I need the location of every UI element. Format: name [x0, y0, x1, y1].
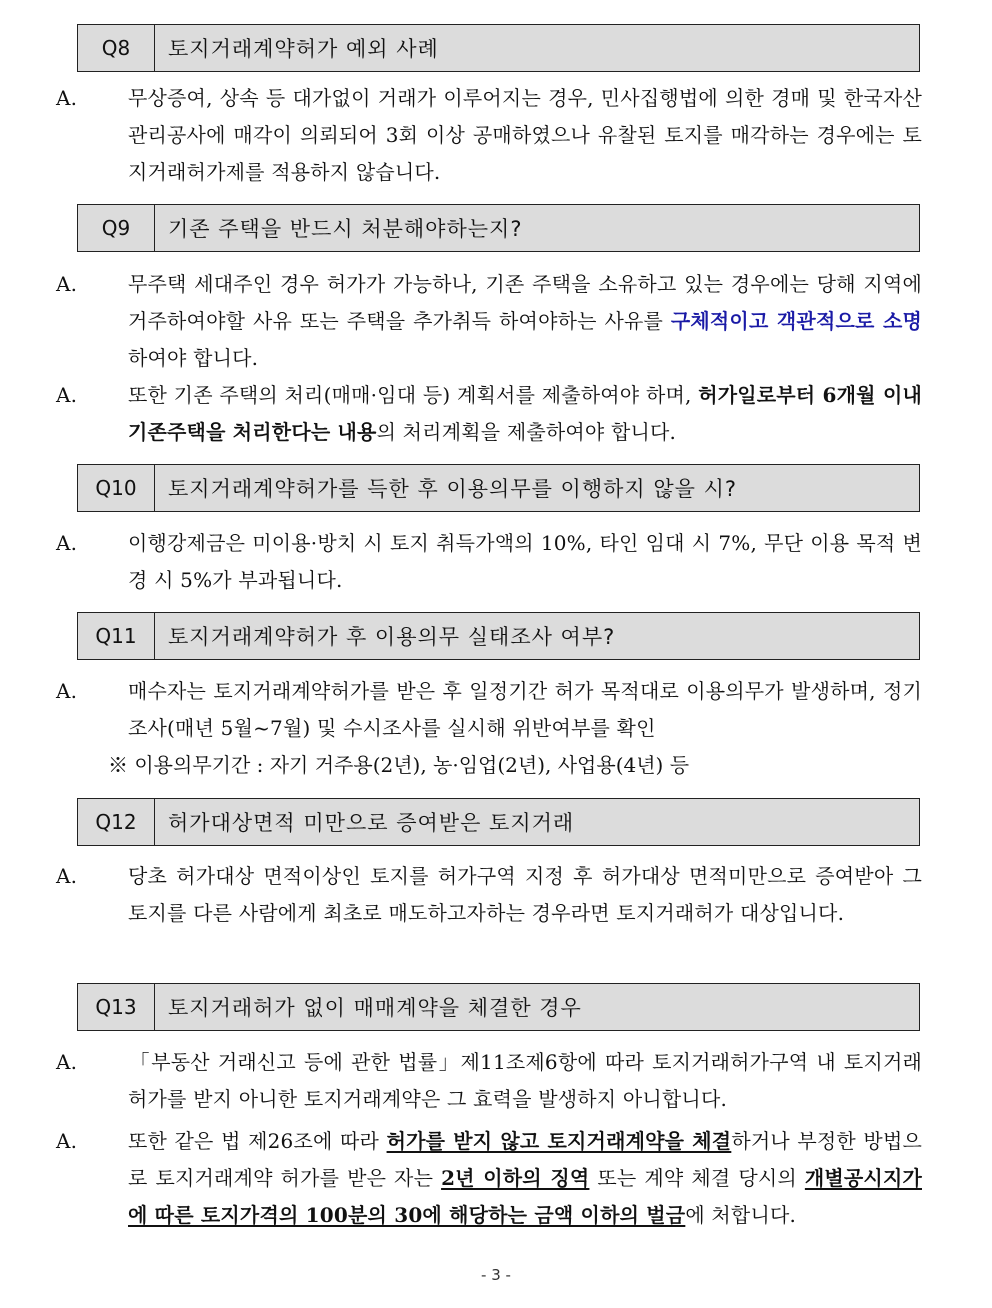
- question-header-q10: [77, 464, 920, 512]
- question-title: 토지거래계약허가를 득한 후 이용의무를 이행하지 않을 시?: [168, 477, 738, 501]
- question-title: 토지거래계약허가 예외 사례: [168, 37, 439, 61]
- answer-text: 당초 허가대상 면적이상인 토지를 허가구역 지정 후 허가대상 면적미만으로 증여받아 그 토지를 다른 사람에게 최초로 매도하고자하는 경우라면 토지거래허가 대상입니다.: [128, 864, 922, 925]
- question-number: Q10: [78, 465, 155, 511]
- answer-q13-2: [56, 1123, 922, 1234]
- answer-q8-1: [56, 80, 922, 191]
- question-number: Q13: [78, 984, 155, 1030]
- answer-underlined: 허가를 받지 않고 토지거래계약을 체결: [386, 1129, 732, 1153]
- question-number: Q12: [78, 799, 155, 845]
- answer-text: 또는 계약 체결 당시의: [589, 1166, 805, 1190]
- answer-text: 무주택 세대주인 경우 허가가 가능하나, 기존 주택을 소유하고 있는 경우에는 당해 지역에 거주하여야할 사유 또는 주택을 추가취득 하여야하는 사유를: [128, 272, 922, 333]
- answer-mark: A.: [56, 86, 78, 110]
- answer-text: 매수자는 토지거래계약허가를 받은 후 일정기간 허가 목적대로 이용의무가 발생하며, 정기조사(매년 5월~7월) 및 수시조사를 실시해 위반여부를 확인: [128, 679, 922, 740]
- answer-mark: A.: [56, 1050, 78, 1074]
- answer-q11-1: [56, 673, 922, 747]
- answer-text: 「부동산 거래신고 등에 관한 법률」제11조제6항에 따라 토지거래허가구역 내 토지거래 허가를 받지 아니한 토지거래계약은 그 효력을 발생하지 아니합니다.: [128, 1050, 922, 1111]
- answer-mark: A.: [56, 531, 78, 555]
- answer-q9-2: [56, 377, 922, 451]
- answer-q10-1: [56, 525, 922, 599]
- note-usage-period: ※ 이용의무기간 : 자기 거주용(2년), 농·임업(2년), 사업용(4년) 등: [108, 753, 690, 777]
- answer-text: 무상증여, 상속 등 대가없이 거래가 이루어지는 경우, 민사집행법에 의한 경매 및 한국자산관리공사에 매각이 의뢰되어 3회 이상 공매하였으나 유찰된 토지를 매각하는 경우에는 토지거래허가제를 적용하지 않습니다.: [128, 86, 922, 184]
- answer-mark: A.: [56, 272, 78, 296]
- answer-mark: A.: [56, 383, 78, 407]
- question-title: 기존 주택을 반드시 처분해야하는지?: [168, 217, 523, 241]
- question-title: 허가대상면적 미만으로 증여받은 토지거래: [168, 811, 575, 835]
- question-header-q9: [77, 204, 920, 252]
- page-number: - 3 -: [481, 1266, 511, 1284]
- answer-q13-1: [56, 1044, 922, 1118]
- answer-emphasis: 구체적이고 객관적으로 소명: [670, 309, 922, 333]
- answer-text: 하거나 부정한 방법으로 토지거래계약 허가를 받은 자는: [128, 1129, 922, 1190]
- answer-underlined: 개별공시지가에 따른 토지가격의 100분의 30에 해당하는 금액 이하의 벌금: [128, 1166, 922, 1227]
- answer-q12-1: [56, 858, 922, 932]
- question-header-q11: [77, 612, 920, 660]
- question-header-q13: [77, 983, 920, 1031]
- answer-underlined: 2년 이하의 징역: [441, 1166, 590, 1190]
- question-header-q12: [77, 798, 920, 846]
- question-number: Q11: [78, 613, 155, 659]
- answer-text: 또한 기존 주택의 처리(매매·임대 등) 계획서를 제출하여야 하며,: [128, 383, 699, 407]
- question-title: 토지거래계약허가 후 이용의무 실태조사 여부?: [168, 625, 616, 649]
- answer-text: 에 처합니다.: [685, 1203, 797, 1227]
- answer-mark: A.: [56, 864, 78, 888]
- answer-text: 또한 같은 법 제26조에 따라: [128, 1129, 387, 1153]
- answer-text: 의 처리계획을 제출하여야 합니다.: [376, 420, 677, 444]
- question-number: Q9: [78, 205, 155, 251]
- answer-mark: A.: [56, 679, 78, 703]
- answer-text: 하여야 합니다.: [128, 346, 259, 370]
- answer-q9-1: [56, 266, 922, 377]
- answer-emphasis: 허가일로부터 6개월 이내 기존주택을 처리한다는 내용: [128, 383, 922, 444]
- question-number: Q8: [78, 25, 155, 71]
- answer-mark: A.: [56, 1129, 78, 1153]
- question-title: 토지거래허가 없이 매매계약을 체결한 경우: [168, 996, 582, 1020]
- answer-text: 이행강제금은 미이용·방치 시 토지 취득가액의 10%, 타인 임대 시 7%, 무단 이용 목적 변경 시 5%가 부과됩니다.: [128, 531, 922, 592]
- question-header-q8: [77, 24, 920, 72]
